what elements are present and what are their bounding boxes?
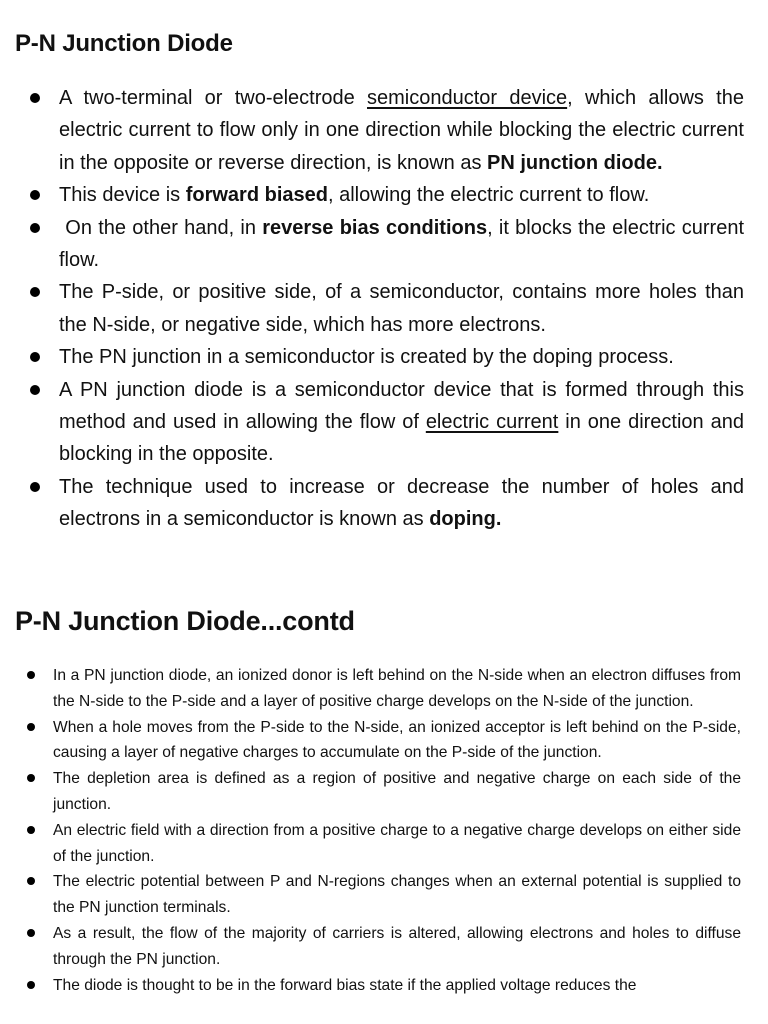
bullet-item [59,341,744,373]
bullet-text: in one direction and blocking in the opposite. [59,411,744,466]
bullet-bold-text: reverse bias conditions [262,216,488,239]
section-1-bullet-list [59,82,744,536]
section-2-bullet-list [53,663,741,998]
bullet-bold-text: forward biased [185,184,328,207]
bullet-bold-text: doping. [429,508,502,531]
bullet-bold-text: PN junction diode [487,151,657,174]
bullet-item: The diode is thought to be in the forward bias state if the applied voltage reduces the [53,973,741,999]
bullet-text: , allowing the electric current to flow. [327,184,650,207]
bullet-item [59,276,744,341]
bullet-item [59,374,744,471]
bullet-item [59,471,744,536]
section-2-heading: P-N Junction Diode...contd [15,606,355,636]
bullet-item [59,82,744,179]
bullet-text: The P-side, or positive side, of a semiconductor, contains more holes than the N-side, or negative side, which has more electrons. [59,281,744,336]
bullet-item [59,179,744,211]
section-1-heading: P-N Junction Diode [15,30,233,57]
bullet-item: When a hole moves from the P-side to the N-side, an ionized acceptor is left behind on the P-side, causing a layer of negative charges to accumulate on the P-side of the junction. [53,715,741,767]
bullet-item: An electric field with a direction from a positive charge to a negative charge develops on either side of the junction. [53,818,741,870]
bullet-text: The technique used to increase or decrease the number of holes and electrons in a semiconductor is known as [59,475,744,531]
bullet-text: The PN junction in a semiconductor is created by the doping process. [59,346,674,369]
electric-current-link[interactable]: electric current [425,411,559,434]
bullet-text: , which allows the electric current to flow only in one direction while blocking the electric current in the opposite or reverse direction, is known as [59,87,744,174]
bullet-item: The electric potential between P and N-regions changes when an external potential is supplied to the PN junction terminals. [53,869,741,921]
bullet-text: On the other hand, in [59,216,263,239]
bullet-item [59,212,744,277]
bullet-text: A PN junction diode is a semiconductor device that is formed through this method and used in allowing the flow of [59,378,744,434]
bullet-text: , it blocks the electric current flow. [59,216,745,272]
semiconductor-device-link[interactable]: semiconductor device [367,87,568,109]
bullet-item: The depletion area is defined as a region of positive and negative charge on each side of the junction. [53,766,741,818]
bullet-item: In a PN junction diode, an ionized donor is left behind on the N-side when an electron diffuses from the N-side to the P-side and a layer of positive charge develops on the N-side of the junction. [53,663,741,715]
bullet-text: This device is [59,184,186,207]
bullet-item: As a result, the flow of the majority of carriers is altered, allowing electrons and holes to diffuse through the PN junction. [53,921,741,973]
bullet-text: A two-terminal or two-electrode [59,87,368,109]
bullet-text: . [657,151,663,174]
